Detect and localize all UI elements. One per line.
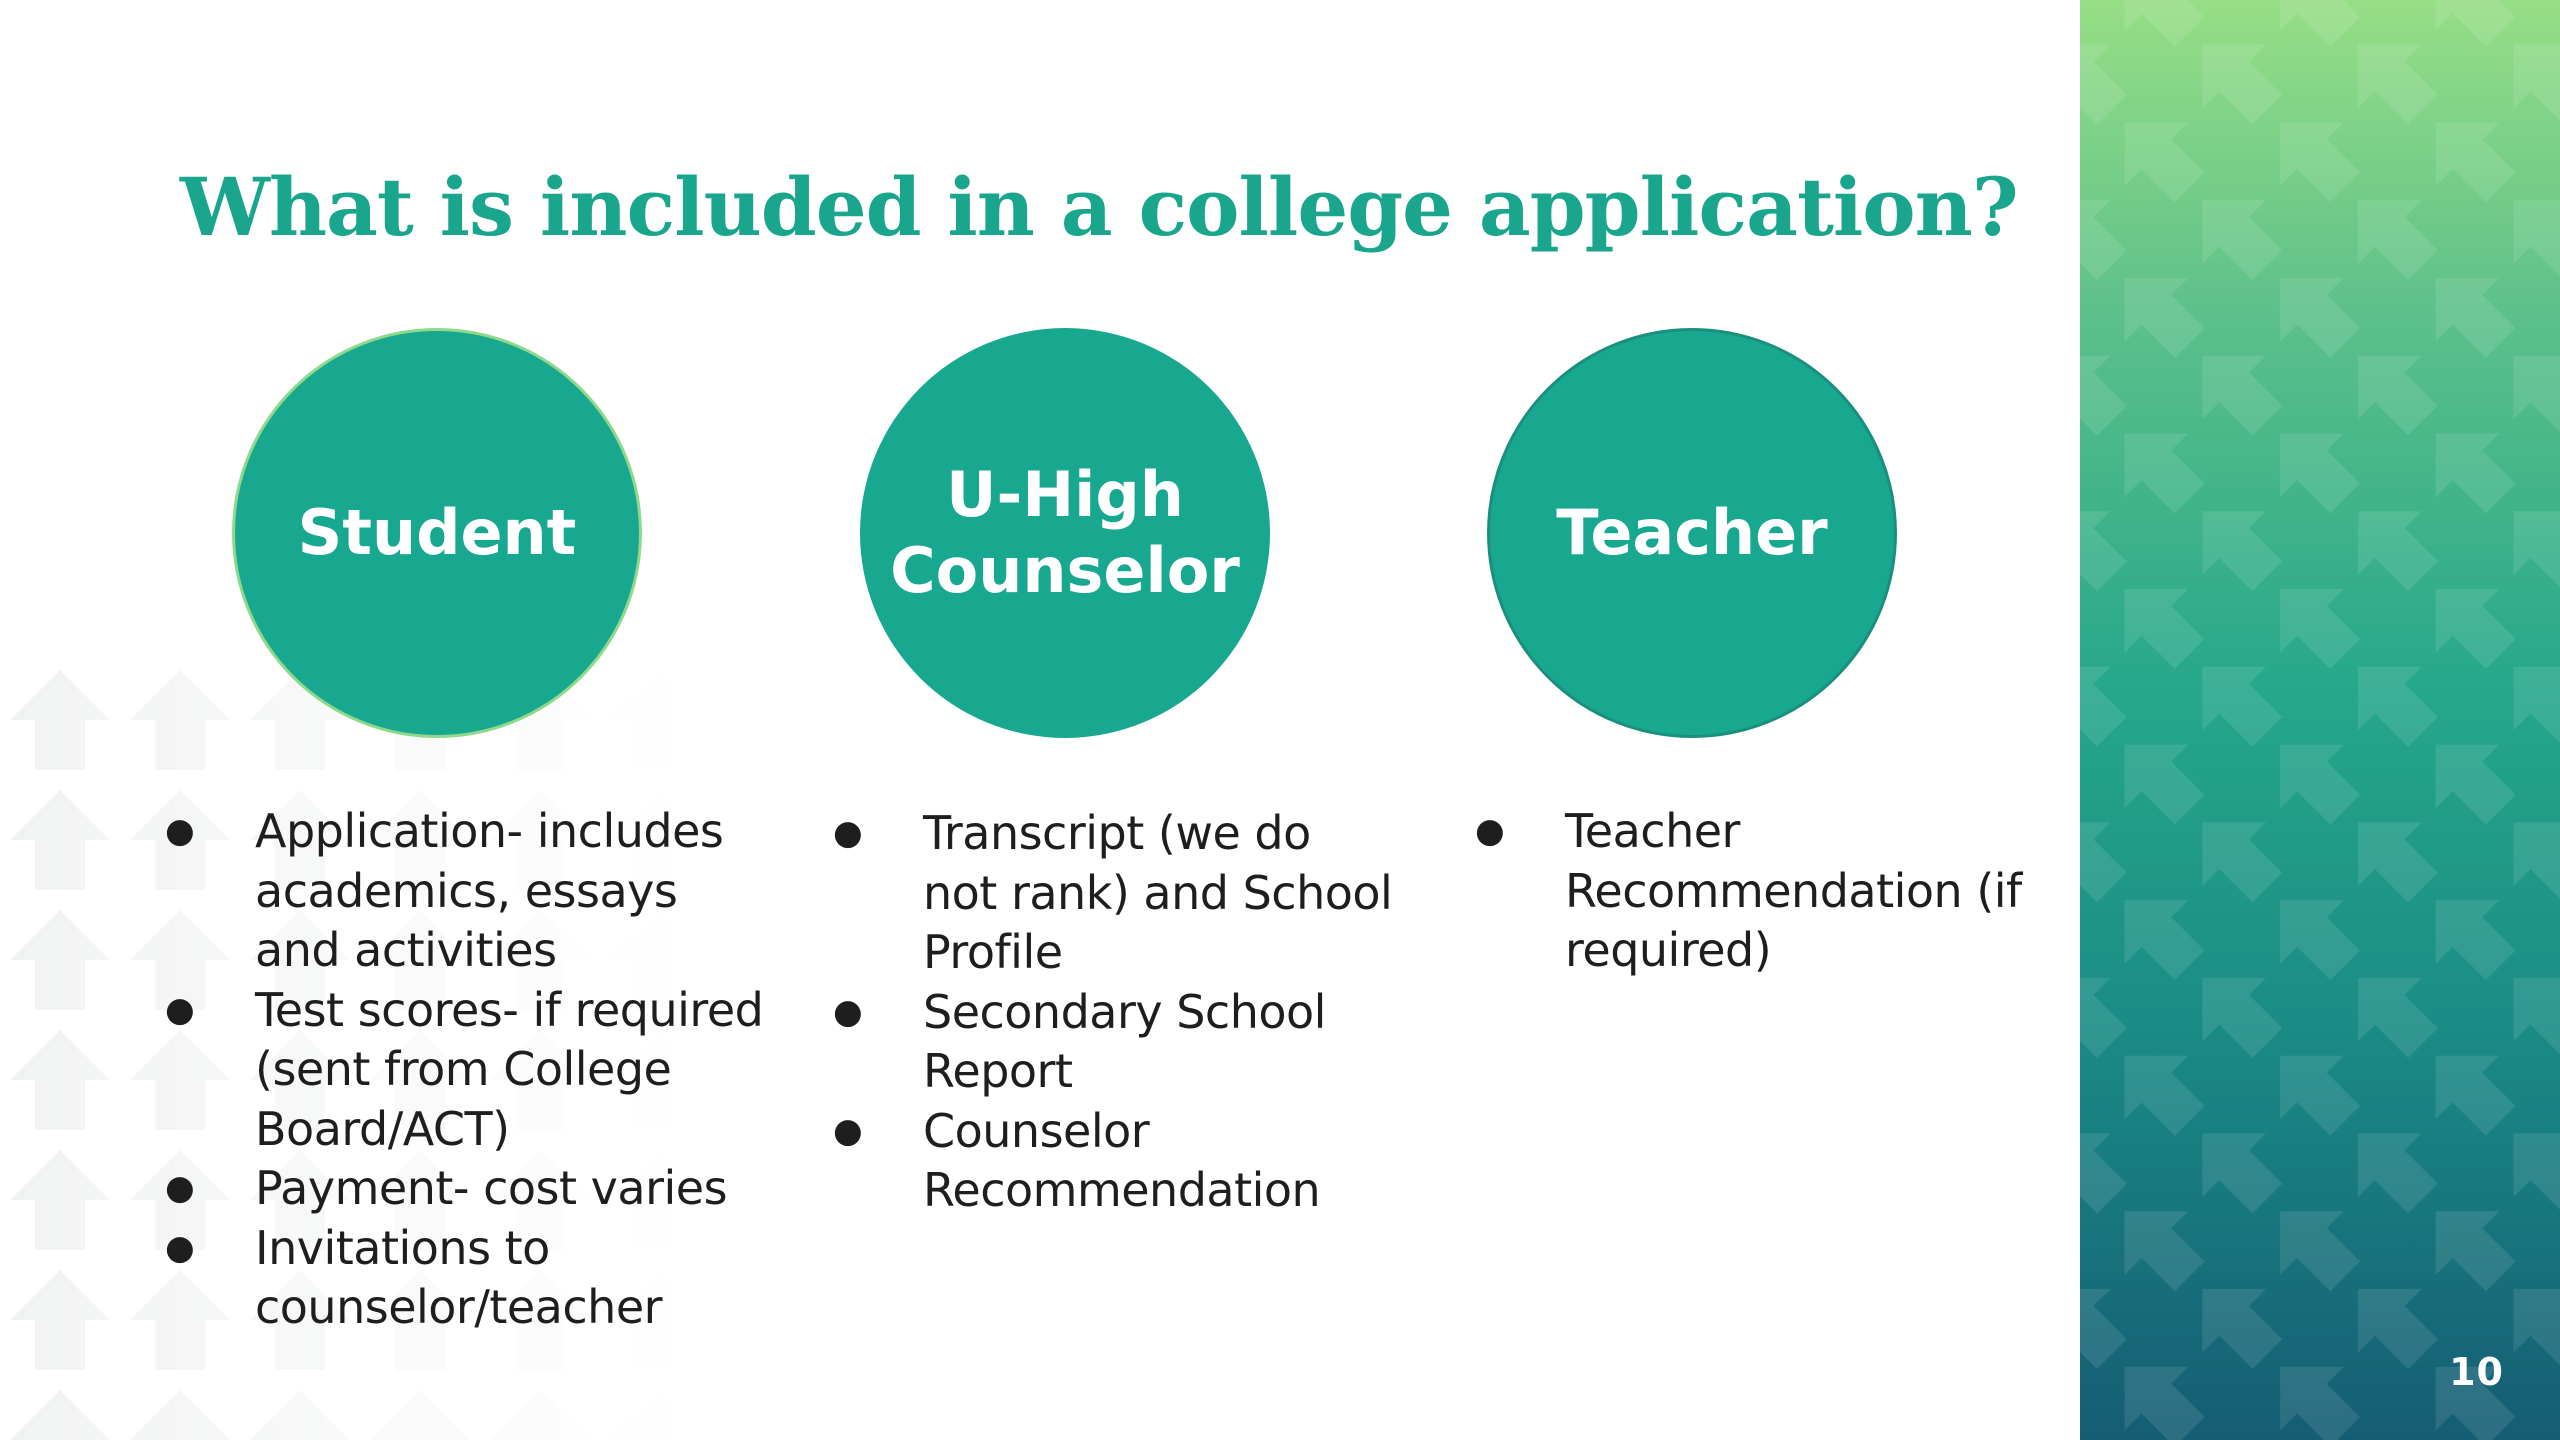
circle-label (870, 457, 1260, 608)
circle-label-line: U-High (946, 458, 1184, 532)
circle-label-line: Counselor (890, 534, 1240, 607)
list-item: ● Counselor Recommendation (833, 1102, 1393, 1221)
column-teacher (1487, 328, 1897, 738)
bullet-list-counselor (833, 804, 1393, 1221)
circle-label: Teacher (1556, 496, 1828, 570)
list-item: ● Teacher Recommendation (if required) (1475, 802, 2035, 981)
slide-title: What is included in a college application? (180, 160, 2018, 254)
bullet-list-teacher (1475, 802, 2035, 981)
circle-counselor (860, 328, 1270, 738)
page-number: 10 (2449, 1350, 2504, 1394)
list-item: ● Transcript (we do not rank) and School Profile (833, 804, 1393, 983)
list-item: ● Invitations to counselor/teacher (165, 1219, 765, 1338)
side-gradient-panel (2080, 0, 2560, 1440)
column-counselor (860, 328, 1270, 738)
list-item: ● Application- includes academics, essays and activities (165, 802, 765, 981)
list-item: ● Test scores- if required (sent from College Board/ACT) (165, 981, 765, 1160)
circle-label: Student (297, 496, 577, 570)
arrow-pattern-icon (2080, 0, 2560, 1440)
list-item: ● Secondary School Report (833, 983, 1393, 1102)
circle-student (232, 328, 642, 738)
circle-teacher (1487, 328, 1897, 738)
list-item: ● Payment- cost varies (165, 1159, 765, 1219)
column-student (232, 328, 642, 738)
bullet-list-student (165, 802, 765, 1338)
